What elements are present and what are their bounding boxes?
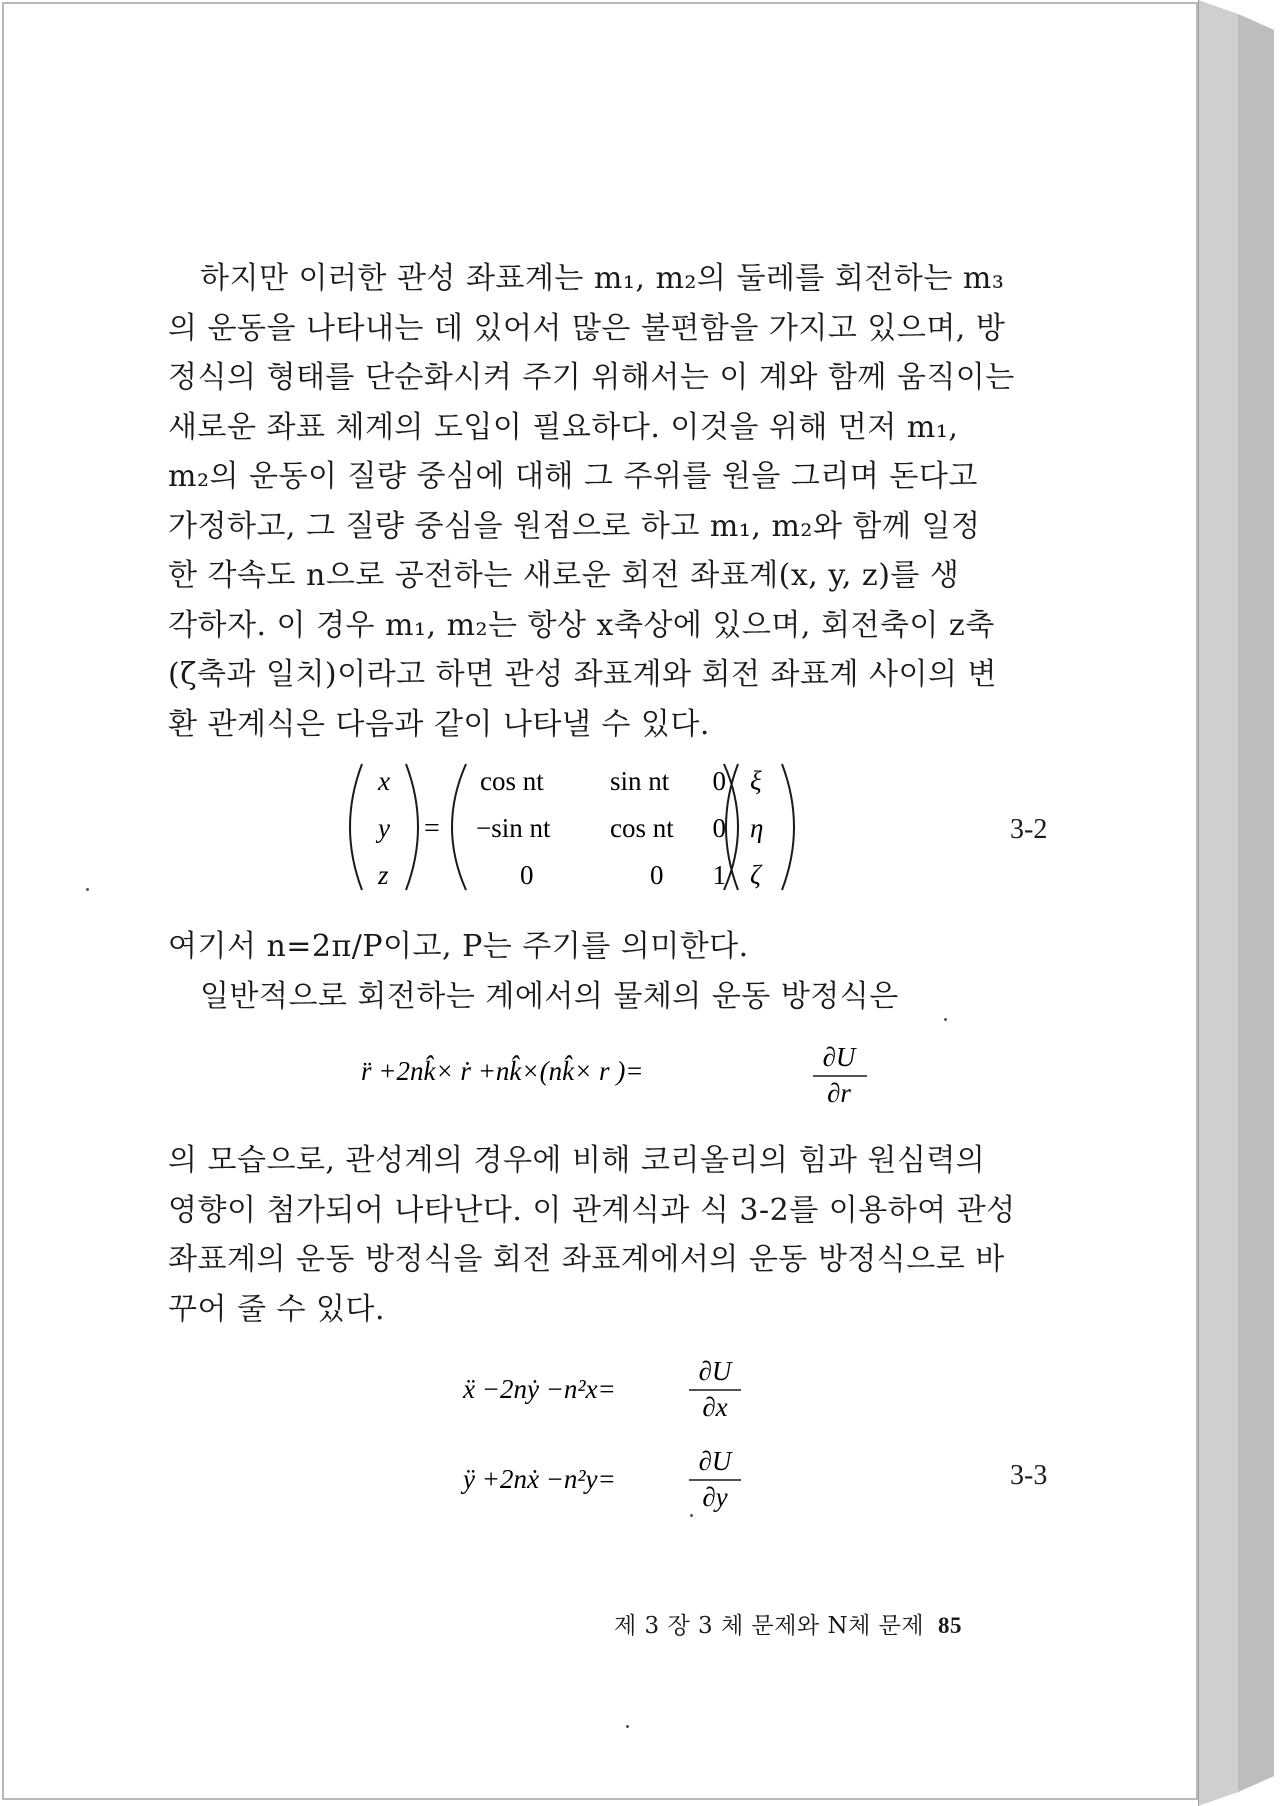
page-footer: [614, 1607, 962, 1640]
matrix-cell: 0: [712, 766, 726, 796]
fraction-denominator: ∂r: [827, 1078, 851, 1108]
text-line: 좌표계의 운동 방정식을 회전 좌표계에서의 운동 방정식으로 바: [168, 1242, 1005, 1277]
paragraph-2: [168, 922, 1056, 1021]
text-line: 각하자. 이 경우 m₁, m₂는 항상 x축상에 있으며, 회전축이 z축: [168, 607, 995, 643]
matrix-cell: cos nt: [610, 813, 674, 843]
fraction-denominator: ∂y: [702, 1482, 728, 1512]
scan-speck: [86, 888, 89, 891]
text-line: 의 운동을 나타내는 데 있어서 많은 불편함을 가지고 있으며, 방: [168, 310, 1006, 346]
equation-label: 3-2: [1010, 814, 1048, 845]
text-line: 정식의 형태를 단순화시켜 주기 위해서는 이 계와 함께 움직이는: [168, 360, 1015, 395]
fraction-numerator: ∂U: [698, 1446, 732, 1476]
text-line: 가정하고, 그 질량 중심을 원점으로 하고 m₁, m₂와 함께 일정: [168, 508, 981, 544]
equation-3-3: [455, 1352, 755, 1512]
text-line: 새로운 좌표 체계의 도입이 필요하다. 이것을 위해 먼저 m₁,: [168, 409, 959, 445]
matrix-cell: 0: [712, 813, 726, 843]
text-line: 하지만 이러한 관성 좌표계는 m₁, m₂의 둘레를 회전하는 m₃: [200, 261, 1005, 296]
matrix-cell: 0: [650, 860, 664, 890]
equation-label: 3-3: [1010, 1460, 1048, 1491]
matrix-cell: cos nt: [480, 766, 544, 796]
scan-speck: [690, 1514, 693, 1517]
text-line: m₂의 운동이 질량 중심에 대해 그 주위를 원을 그리며 돈다고: [168, 459, 978, 494]
vec-y: y: [378, 813, 390, 843]
text-line: 한 각속도 n으로 공전하는 새로운 회전 좌표계(x, y, z)를 생: [168, 558, 960, 593]
equation-body: r̈ +2nk̂× ṙ +nk̂×(nk̂× r )=: [361, 1056, 644, 1086]
equation-3-2: [340, 760, 840, 895]
equation-vector: [355, 1038, 875, 1108]
text-line: 여기서 n=2π/P이고, P는 주기를 의미한다.: [168, 929, 749, 964]
text-line: 영향이 첨가되어 나타난다. 이 관계식과 식 3-2를 이용하여 관성: [168, 1192, 1016, 1228]
scan-speck: [944, 1018, 947, 1021]
vec-z: z: [378, 860, 389, 890]
fraction-denominator: ∂x: [702, 1392, 728, 1422]
vec-x: x: [378, 766, 390, 796]
matrix-cell: sin nt: [610, 766, 670, 796]
matrix-cell: 1: [712, 860, 726, 890]
page-number: 85: [938, 1613, 963, 1638]
paragraph-1: [168, 254, 1056, 749]
book-edge: [1198, 0, 1281, 1806]
text-line: 의 모습으로, 관성계의 경우에 비해 코리올리의 힘과 원심력의: [168, 1143, 986, 1178]
running-title: 제 3 장 3 체 문제와 N체 문제: [614, 1613, 925, 1639]
vec-zeta: ζ: [750, 860, 761, 890]
fraction-numerator: ∂U: [822, 1042, 856, 1072]
text-line: 꾸어 줄 수 있다.: [168, 1291, 386, 1327]
text-line: (ζ축과 일치)이라고 하면 관성 좌표계와 회전 좌표계 사이의 변: [168, 657, 997, 692]
matrix-cell: −sin nt: [476, 813, 551, 843]
equation-line-2: ÿ +2nẋ −n²y=: [463, 1464, 616, 1494]
text-line: 환 관계식은 다음과 같이 나타낼 수 있다.: [168, 706, 710, 742]
svg-text:=: =: [424, 813, 440, 844]
equation-line-1: ẍ −2nẏ −n²x=: [463, 1374, 616, 1404]
vec-eta: η: [750, 813, 764, 843]
paragraph-3: [168, 1136, 1056, 1334]
vec-xi: ξ: [750, 766, 762, 796]
matrix-cell: 0: [520, 860, 534, 890]
text-line: 일반적으로 회전하는 계에서의 물체의 운동 방정식은: [200, 978, 899, 1014]
fraction-numerator: ∂U: [698, 1356, 732, 1386]
scan-speck: [626, 1725, 629, 1728]
